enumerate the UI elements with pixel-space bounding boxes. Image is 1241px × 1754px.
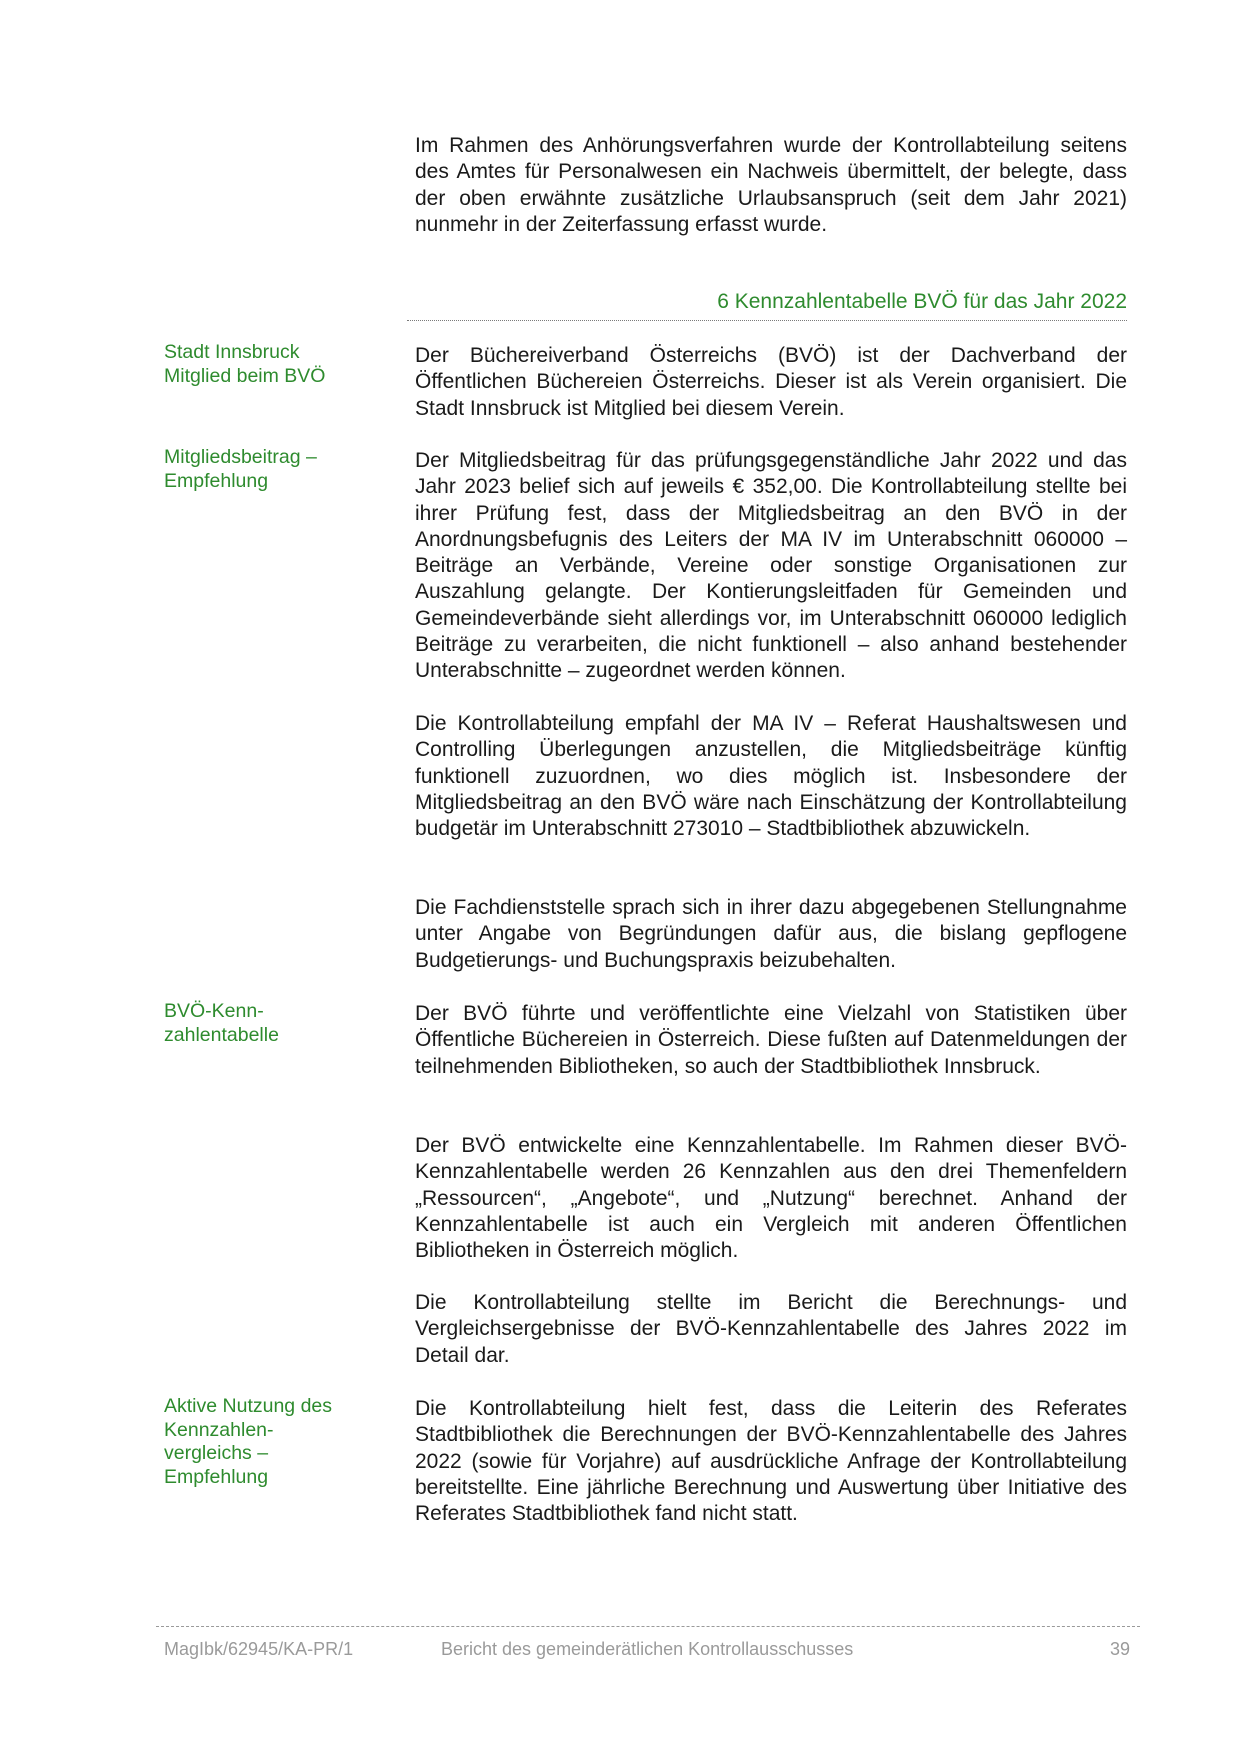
side-note-mitgliedsbeitrag: Mitgliedsbeitrag – Empfehlung: [164, 446, 317, 492]
paragraph-kennzahlentabelle: Der BVÖ entwickelte eine Kennzahlentabelle. Im Rahmen dieser BVÖ-Kennzahlentabelle werden 26 Kennzahlen aus den drei Themenfeldern „Ressourcen“, „Angebote“, und „Nutzung“ berechnet. Anhand der Kennzahlentabelle ist auch ein Vergleich mit anderen Öffentlichen Bibliotheken in Österreich möglich.: [415, 1134, 1127, 1263]
footer-reference: MagIbk/62945/KA-PR/1: [164, 1639, 354, 1659]
intro-paragraph: Im Rahmen des Anhörungsverfahren wurde der Kontrollabteilung seitens des Amtes für Personalwesen ein Nachweis übermittelt, der belegte, dass der oben erwähnte zusätzliche Urlaubsanspruch (seit dem Jahr 2021) nunmehr in der Zeiterfassung erfasst wurde.: [415, 134, 1127, 236]
side-note-aktive-nutzung: Aktive Nutzung des Kennzahlen- vergleichs – Empfehlung: [164, 1395, 333, 1488]
paragraph-statistiken: Der BVÖ führte und veröffentlichte eine Vielzahl von Statistiken über Öffentliche Büchereien in Österreich. Diese fußten auf Datenmeldungen der teilnehmenden Bibliotheken, so auch der Stadtbibliothek Innsbruck.: [415, 1002, 1127, 1078]
page-number: 39: [1109, 1639, 1130, 1659]
paragraph-bvoe-verband: Der Büchereiverband Österreichs (BVÖ) ist der Dachverband der Öffentlichen Büchereien Österreichs. Dieser ist als Verein organisiert. Die Stadt Innsbruck ist Mitglied bei diesem Verein.: [415, 344, 1127, 420]
side-note-mitglied: Stadt Innsbruck Mitglied beim BVÖ: [164, 341, 326, 387]
paragraph-vergleichsergebnisse: Die Kontrollabteilung stellte im Bericht die Berechnungs- und Vergleichsergebnisse der BVÖ-Kennzahlentabelle des Jahres 2022 im Detail dar.: [415, 1291, 1127, 1367]
paragraph-stellungnahme: Die Fachdienststelle sprach sich in ihrer dazu abgegebenen Stellungnahme unter Angabe von Begründungen dafür aus, die bislang gepflogene Budgetierungs- und Buchungspraxis beizubehalten.: [415, 896, 1127, 972]
paragraph-aktive-nutzung: Die Kontrollabteilung hielt fest, dass die Leiterin des Referates Stadtbibliothek die Berechnungen der BVÖ-Kennzahlentabelle des Jahres 2022 (sowie für Vorjahre) auf ausdrückliche Anfrage der Kontrollabteilung bereitstellte. Eine jährliche Berechnung und Auswertung über Initiative des Referates Stadtbibliothek fand nicht statt.: [415, 1397, 1127, 1526]
footer-title: Bericht des gemeinderätlichen Kontrollausschusses: [441, 1639, 854, 1659]
paragraph-empfehlung: Die Kontrollabteilung empfahl der MA IV – Referat Haushaltswesen und Controlling Überlegungen anzustellen, die Mitgliedsbeiträge künftig funktionell zuzuordnen, wo dies möglich ist. Insbesondere der Mitgliedsbeitrag an den BVÖ wäre nach Einschätzung der Kontrollabteilung budgetär im Unterabschnitt 273010 – Stadtbibliothek abzuwickeln.: [415, 712, 1127, 841]
paragraph-mitgliedsbeitrag: Der Mitgliedsbeitrag für das prüfungsgegenständliche Jahr 2022 und das Jahr 2023 belief sich auf jeweils € 352,00. Die Kontrollabteilung stellte bei ihrer Prüfung fest, dass der Mitgliedsbeitrag an den BVÖ in der Anordnungsbefugnis des Leiters der MA IV im Unterabschnitt 060000 – Beiträge an Verbände, Vereine oder sonstige Organisationen zur Auszahlung gelangte. Der Kontierungsleitfaden für Gemeinden und Gemeindeverbände sieht allerdings vor, im Unterabschnitt 060000 lediglich Beiträge zu verarbeiten, die nicht funktionell – also anhand bestehender Unterabschnitte – zugeordnet werden können.: [415, 449, 1127, 683]
footer-divider: [156, 1626, 1140, 1627]
side-note-kennzahlentabelle: BVÖ-Kenn- zahlentabelle: [164, 1000, 279, 1046]
section-heading: 6 Kennzahlentabelle BVÖ für das Jahr 2022: [407, 289, 1127, 321]
